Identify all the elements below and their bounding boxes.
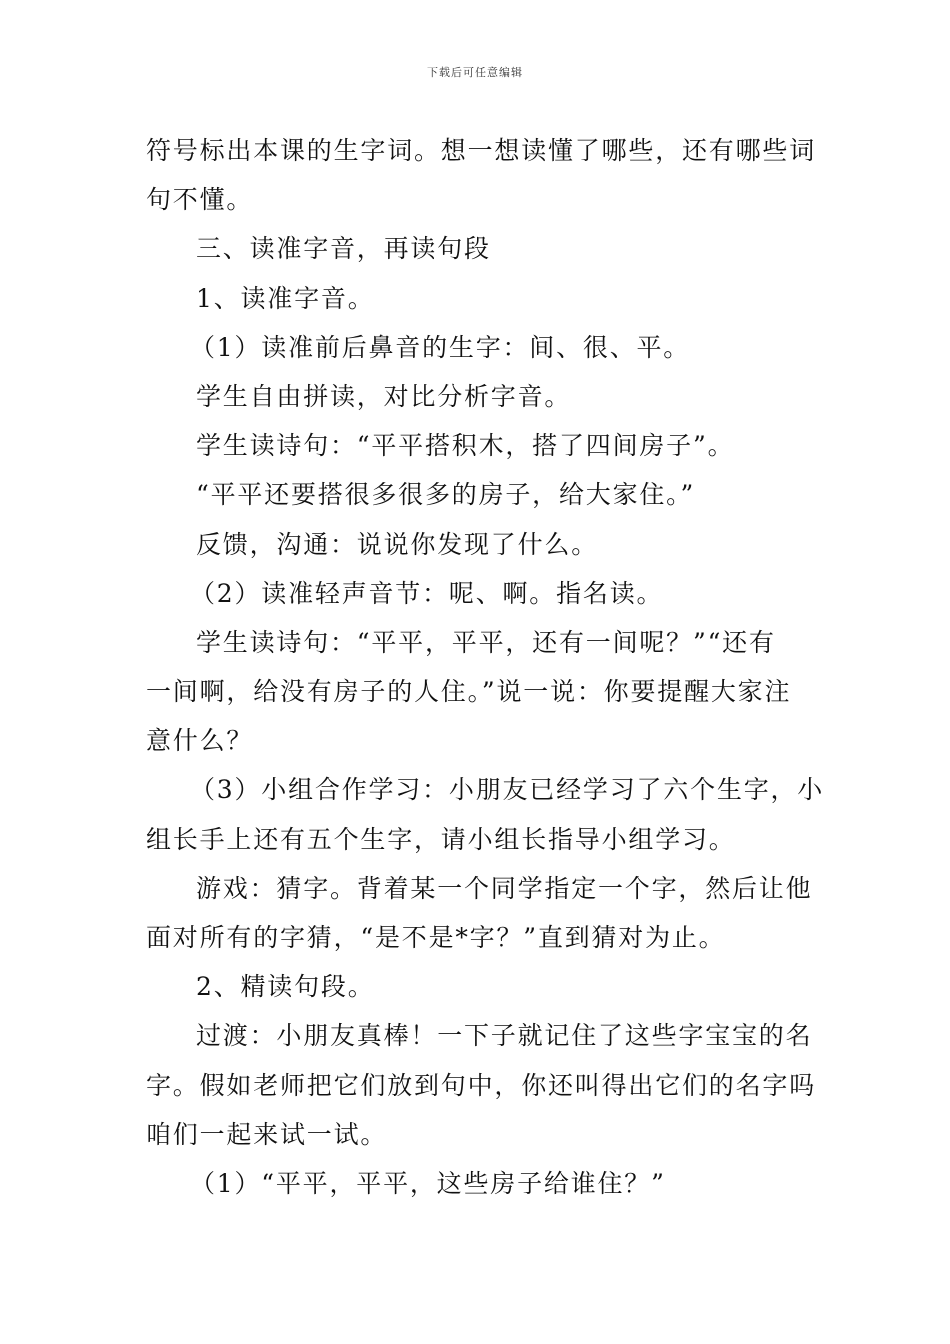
text-line: （3）小组合作学习：小朋友已经学习了六个生字，小	[190, 775, 825, 805]
subsection-heading: 2、精读句段。	[196, 972, 375, 1002]
text-line: 句不懂。	[146, 185, 254, 215]
text-line: 咱们一起来试一试。	[146, 1119, 388, 1149]
text-line: 反馈，沟通：说说你发现了什么。	[196, 529, 599, 559]
section-heading: 三、读准字音，再读句段	[196, 234, 491, 264]
text-line: 符号标出本课的生字词。想一想读懂了哪些，还有哪些词	[146, 136, 817, 165]
text-line: 学生自由拼读，对比分析字音。	[196, 381, 572, 411]
text-line: 学生读诗句：“平平搭积木，搭了四间房子”。	[196, 431, 735, 461]
page-header-note: 下载后可任意编辑	[427, 66, 523, 79]
text-line: （1）“平平，平平，这些房子给谁住？”	[190, 1168, 666, 1198]
text-line: 字。假如老师把它们放到句中，你还叫得出它们的名字吗	[146, 1070, 817, 1100]
text-line: 面对所有的字猜，“是不是*字？”直到猜对为止。	[146, 923, 726, 952]
text-line: 意什么？	[146, 726, 254, 756]
text-line: 过渡：小朋友真棒！一下子就记住了这些字宝宝的名	[196, 1021, 813, 1051]
text-line: 学生读诗句：“平平，平平，还有一间呢？”“还有	[196, 627, 776, 657]
text-line: “平平还要搭很多很多的房子，给大家住。”	[196, 480, 696, 510]
text-line: 组长手上还有五个生字，请小组长指导小组学习。	[146, 824, 736, 854]
text-line: 一间啊，给没有房子的人住。”说一说：你要提醒大家注	[146, 677, 792, 707]
text-line: （1）读准前后鼻音的生字：间、很、平。	[190, 332, 691, 362]
subsection-heading: 1、读准字音。	[196, 283, 375, 313]
document-body	[146, 126, 825, 1208]
text-line: 游戏：猜字。背着某一个同学指定一个字，然后让他	[196, 873, 813, 903]
text-line: （2）读准轻声音节：呢、啊。指名读。	[190, 578, 664, 608]
